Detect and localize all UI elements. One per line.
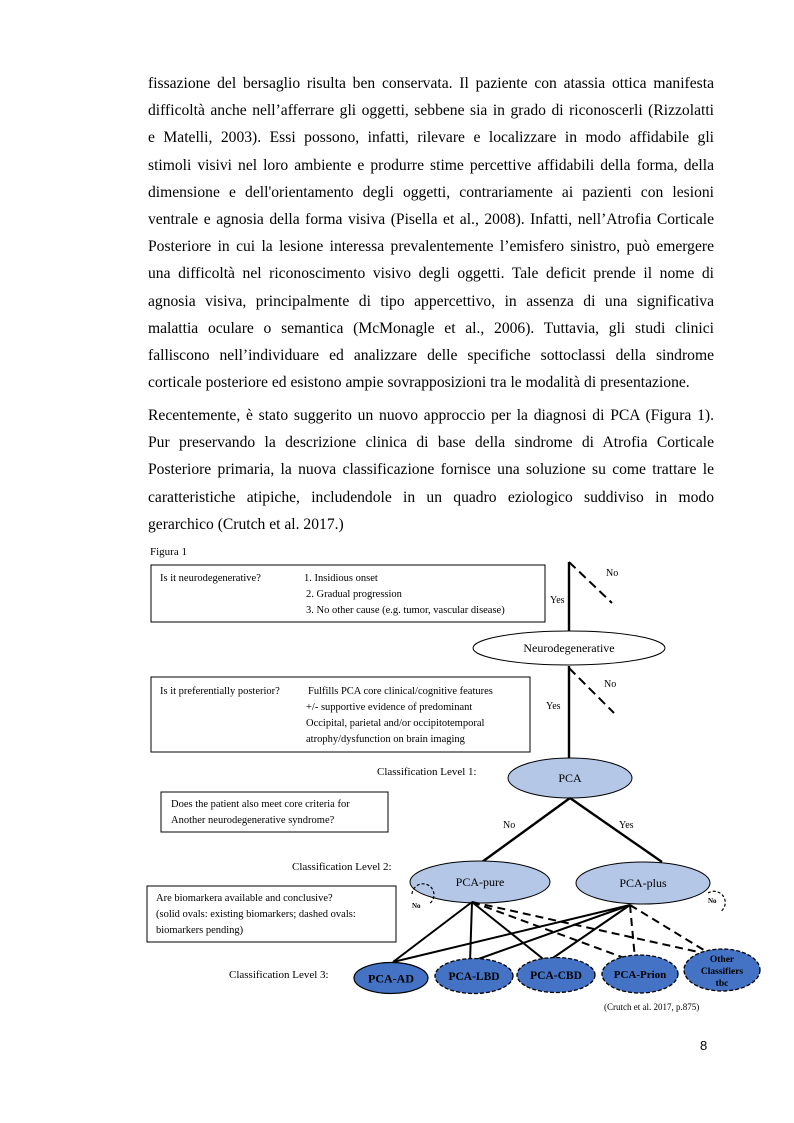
edge-pure-lbd (470, 902, 472, 962)
edge-pure-cbd (472, 902, 547, 962)
edge-plus-other (630, 905, 712, 955)
criterion-posterior-3: Occipital, parietal and/or occipitotemporal (306, 718, 485, 729)
question-neurodegenerative: Is it neurodegenerative? (160, 573, 261, 584)
node-pca-prion-label: PCA-Prion (613, 969, 667, 981)
node-pca-lbd-label: PCA-LBD (448, 971, 500, 983)
edge-plus-ad (393, 905, 630, 962)
connector-to-pca-pure (482, 798, 570, 862)
text-line: malattia oculare o semantica (McMonagle et al., 2006). Tuttavia, gli studi clinici (148, 319, 714, 337)
text-line: difficoltà anche nell’afferrare gli oggetti, sebbene sia in grado di riconoscerli (Rizzolatti (148, 102, 714, 120)
node-pca-cbd-label: PCA-CBD (530, 970, 582, 982)
text-line: dimensione e dell'orientamento degli oggetti, contrariamente ai pazienti con lesioni (148, 183, 714, 201)
classification-level-2-label: Classification Level 2: (292, 861, 392, 873)
node-pca-ad-label: PCA-AD (368, 971, 414, 986)
edge-plus-lbd (470, 905, 630, 962)
connector-to-pca-plus (570, 798, 662, 862)
node-pca-pure-label: PCA-pure (455, 875, 505, 889)
node-pca-label: PCA (558, 771, 582, 785)
text-line: e Matelli, 2003). Essi possono, infatti, rilevare e localizzare in modo affidabile gli (148, 129, 714, 147)
no-label-3: No (503, 820, 516, 831)
no-loop-right-label: No (708, 897, 717, 905)
node-other-classifiers-label-3: tbc (715, 979, 729, 989)
text-line: corticale posteriore ed esistono ampie sovrapposizioni tra le modalità di presentazione. (148, 374, 690, 392)
text-line: caratteristiche atipiche, includendole in un quadro eziologico suddiviso in modo (148, 488, 714, 506)
criterion-posterior-2: +/- supportive evidence of predominant (306, 702, 473, 713)
question-other-syndrome-1: Does the patient also meet core criteria for (171, 799, 350, 810)
criterion-posterior-1: Fulfills PCA core clinical/cognitive features (308, 686, 493, 697)
edge-plus-prion (630, 905, 635, 959)
text-line: falliscono nell’individuare ed analizzare delle specifiche sottoclassi della sindrome (148, 346, 714, 364)
classification-level-1-label: Classification Level 1: (377, 766, 477, 778)
node-neurodegenerative-label: Neurodegenerative (523, 641, 615, 655)
figure-1-flowchart (0, 540, 794, 1025)
text-line: Recentemente, è stato suggerito un nuovo approccio per la diagnosi di PCA (Figura 1). (148, 407, 714, 424)
paragraph-1 (148, 70, 714, 396)
question-other-syndrome-2: Another neurodegenerative syndrome? (171, 815, 335, 826)
text-line: Pur preservando la descrizione clinica di base della sindrome di Atrofia Corticale (148, 434, 714, 452)
yes-label-3: Yes (619, 820, 634, 831)
classification-level-3-label: Classification Level 3: (229, 969, 329, 981)
no-label-2: No (604, 679, 617, 690)
question-biomarkers-2: (solid ovals: existing biomarkers; dashed ovals: (156, 909, 356, 920)
edge-pure-other (472, 902, 712, 955)
page-number: 8 (700, 1038, 708, 1053)
node-other-classifiers-label-1: Other (709, 955, 735, 965)
figure-citation: (Crutch et al. 2017, p.875) (604, 1002, 700, 1012)
question-posterior: Is it preferentially posterior? (160, 686, 280, 697)
criterion-3: 3. No other cause (e.g. tumor, vascular disease) (306, 605, 505, 616)
figure-label: Figura 1 (150, 546, 187, 558)
paragraph-2 (148, 402, 714, 538)
text-line: agnosia visiva, principalmente di tipo appercettivo, in assenza di una significativa (148, 292, 714, 310)
node-pca-plus-label: PCA-plus (619, 876, 667, 890)
question-biomarkers-1: Are biomarkera available and conclusive? (156, 893, 333, 904)
no-label-1: No (606, 568, 619, 579)
criterion-posterior-4: atrophy/dysfunction on brain imaging (306, 734, 465, 745)
node-other-classifiers-label-2: Classifiers (700, 967, 744, 977)
text-line: Posteriore in cui la lesione interessa prevalentemente l’emisfero sinistro, può emergere (148, 238, 714, 256)
criteria-box-other-syndrome (161, 792, 388, 832)
no-loop-left-label: No (412, 902, 421, 910)
text-line: fissazione del bersaglio risulta ben conservata. Il paziente con atassia ottica manifesta (148, 75, 714, 92)
yes-label-1: Yes (550, 595, 565, 606)
criterion-1: 1. Insidious onset (304, 573, 378, 584)
yes-label-2: Yes (546, 701, 561, 712)
question-biomarkers-3: biomarkers pending) (156, 925, 244, 936)
text-line: gerarchico (Crutch et al. 2017.) (148, 515, 344, 533)
connector-no-2 (569, 668, 617, 713)
text-line: Posteriore primaria, la nuova classificazione fornisce una soluzione su come trattare le (148, 461, 714, 479)
text-line: stimoli visivi nel loro ambiente e produrre stime percettive affidabili della forma, della (148, 156, 714, 174)
criterion-2: 2. Gradual progression (306, 589, 402, 600)
text-line: una difficoltà nel riconoscimento visivo degli oggetti. Tale deficit prende il nome di (148, 265, 714, 283)
text-line: ventrale e agnosia della forma visiva (Pisella et al., 2008). Infatti, nell’Atrofia Corticale (148, 210, 714, 228)
